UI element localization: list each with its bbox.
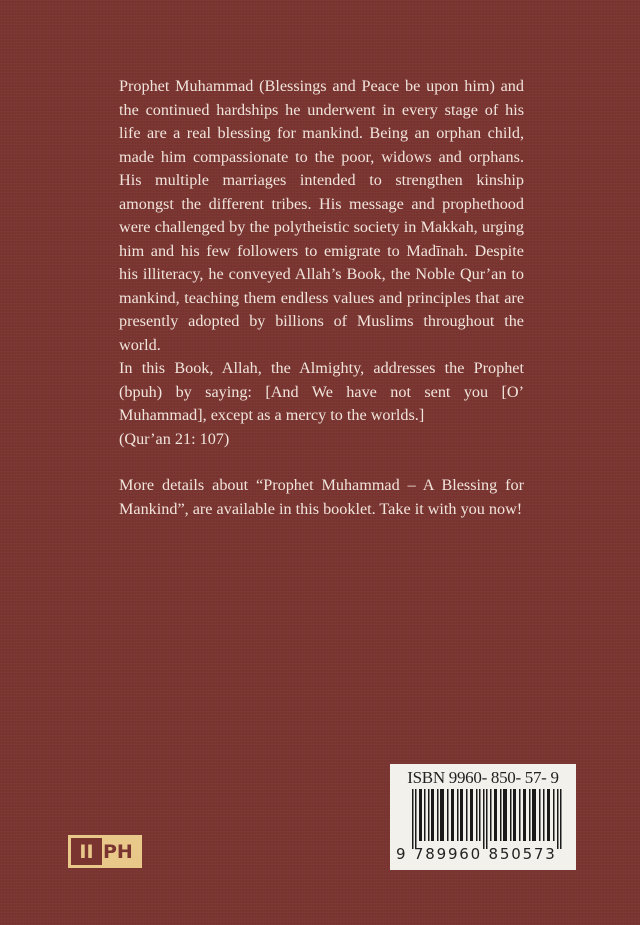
isbn-label: ISBN 9960- 850- 57- 9: [407, 768, 559, 787]
blurb-paragraph-closing: More details about “Prophet Muhammad – A Blessing for Mankind”, are available in this booklet. Take it with you now!: [119, 476, 524, 518]
blurb-text: [119, 75, 524, 521]
logo-light-letters: PH: [103, 840, 133, 863]
isbn-barcode-box: [390, 764, 576, 870]
blurb-paragraph-main: Prophet Muhammad (Blessings and Peace be upon him) and the continued hardships he underwent in every stage of his life are a real blessing for mankind. Being an orphan child, made him compassionate to the poor, widows and orphans. His multiple marriages intended to strengthen kinship amongst the different tribes. His message and prophethood were challenged by the polytheistic society in Makkah, urging him and his few followers to emigrate to Madīnah. Despite his illiteracy, he conveyed Allah’s Book, the Noble Qur’an to mankind, teaching them endless values and principles that are presently adopted by billions of Muslims throughout the world.: [119, 77, 524, 354]
blurb-quran-reference: (Qur’an 21: 107): [119, 429, 230, 448]
logo-dark-letters: II: [71, 838, 102, 865]
barcode-icon: [412, 789, 562, 849]
publisher-logo-iiph: [68, 835, 142, 868]
blurb-paragraph-quote: In this Book, Allah, the Almighty, addresses the Prophet (bpuh) by saying: [And We have not sent you [O’ Muhammad], except as a mercy to the worlds.]: [119, 359, 524, 424]
ean-digits: 9 789960 850573: [396, 845, 557, 863]
